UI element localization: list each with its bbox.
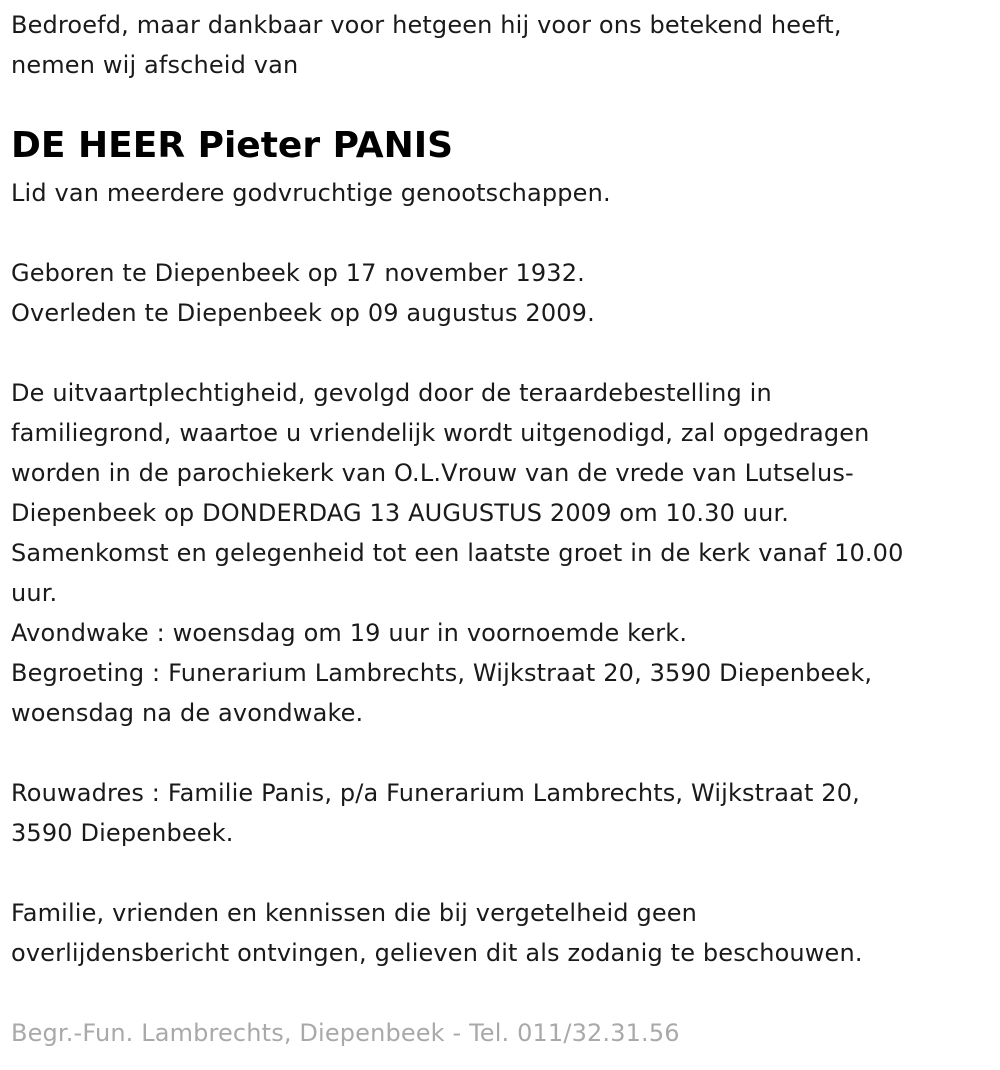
ceremony-line: Diepenbeek op DONDERDAG 13 AUGUSTUS 2009 om 10.30 uur.	[11, 499, 790, 527]
ceremony-line: De uitvaartplechtigheid, gevolgd door de teraardebestelling in	[11, 379, 772, 407]
address-line: Rouwadres : Familie Panis, p/a Funerarium Lambrechts, Wijkstraat 20,	[11, 779, 860, 807]
address-line: 3590 Diepenbeek.	[11, 819, 234, 847]
spacer	[11, 853, 904, 893]
ceremony-line: Avondwake : woensdag om 19 uur in voornoemde kerk.	[11, 619, 688, 647]
ceremony-line: familiegrond, waartoe u vriendelijk wordt uitgenodigd, zal opgedragen	[11, 419, 870, 447]
ceremony-line: Samenkomst en gelegenheid tot een laatste groet in de kerk vanaf 10.00	[11, 539, 904, 567]
deceased-name: DE HEER Pieter PANIS	[11, 125, 454, 166]
intro-paragraph	[11, 5, 842, 85]
notice-line: overlijdensbericht ontvingen, gelieven dit als zodanig te beschouwen.	[11, 939, 863, 967]
death-line: Overleden te Diepenbeek op 09 augustus 2009.	[11, 299, 595, 327]
spacer	[11, 333, 904, 373]
ceremony-line: woensdag na de avondwake.	[11, 699, 364, 727]
funeral-home-footer: Begr.-Fun. Lambrechts, Diepenbeek - Tel. 011/32.31.56	[11, 1019, 680, 1047]
spacer	[11, 213, 904, 253]
ceremony-line: Begroeting : Funerarium Lambrechts, Wijkstraat 20, 3590 Diepenbeek,	[11, 659, 873, 687]
spacer	[11, 733, 904, 773]
birth-line: Geboren te Diepenbeek op 17 november 1932.	[11, 259, 585, 287]
ceremony-line: worden in de parochiekerk van O.L.Vrouw van de vrede van Lutselus-	[11, 459, 854, 487]
subtitle: Lid van meerdere godvruchtige genootschappen.	[11, 179, 611, 207]
notice-line: Familie, vrienden en kennissen die bij vergetelheid geen	[11, 899, 698, 927]
intro-line: Bedroefd, maar dankbaar voor hetgeen hij voor ons betekend heeft,	[11, 11, 842, 39]
ceremony-line: uur.	[11, 579, 58, 607]
intro-line: nemen wij afscheid van	[11, 51, 299, 79]
obituary-body	[11, 173, 904, 973]
